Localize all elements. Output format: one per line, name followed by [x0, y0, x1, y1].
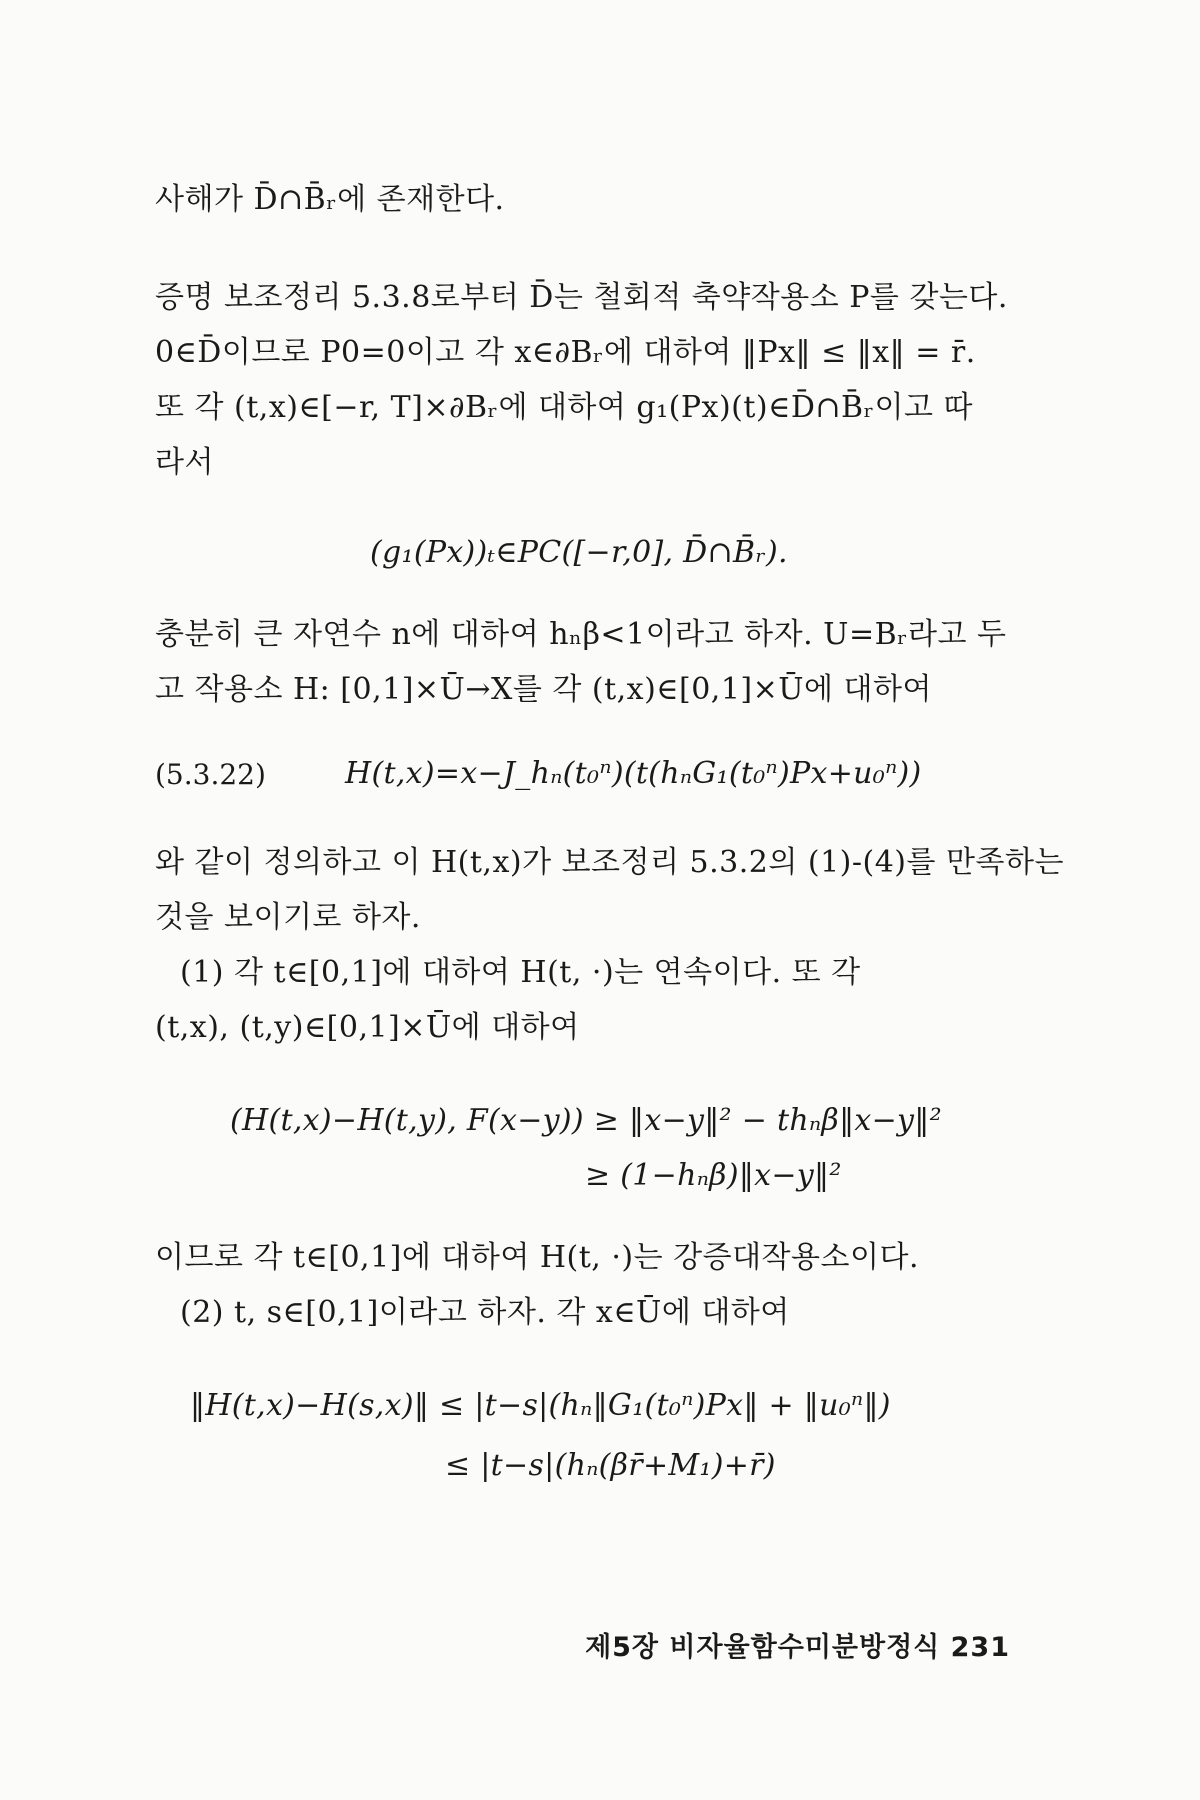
- equation: ≤ |t−s|(hₙ(βr̄+M₁)+r̄): [445, 1448, 776, 1483]
- text-line: 또 각 (t,x)∈[−r, T]×∂Bᵣ에 대하여 g₁(Px)(t)∈D̄∩B̄ᵣ이고 따: [155, 390, 973, 425]
- text-line: 이므로 각 t∈[0,1]에 대하여 H(t, ·)는 강증대작용소이다.: [155, 1240, 919, 1275]
- text-line: (t,x), (t,y)∈[0,1]×Ū에 대하여: [155, 1010, 580, 1045]
- text-line: 0∈D̄이므로 P0=0이고 각 x∈∂Bᵣ에 대하여 ‖Px‖ ≤ ‖x‖ = r̄.: [155, 335, 976, 370]
- equation: (g₁(Px))ₜ∈PC([−r,0], D̄∩B̄ᵣ).: [370, 535, 788, 570]
- text-line: 와 같이 정의하고 이 H(t,x)가 보조정리 5.3.2의 (1)-(4)를 만족하는: [155, 845, 1064, 880]
- text-line: 충분히 큰 자연수 n에 대하여 hₙβ<1이라고 하자. U=Bᵣ라고 두: [155, 617, 1007, 652]
- text-line: (1) 각 t∈[0,1]에 대하여 H(t, ·)는 연속이다. 또 각: [180, 955, 861, 990]
- text-line: 고 작용소 H: [0,1]×Ū→X를 각 (t,x)∈[0,1]×Ū에 대하여: [155, 672, 932, 707]
- equation: ≥ (1−hₙβ)‖x−y‖²: [585, 1158, 842, 1193]
- equation: ‖H(t,x)−H(s,x)‖ ≤ |t−s|(hₙ‖G₁(t₀ⁿ)Px‖ + ‖u₀ⁿ‖): [190, 1388, 891, 1423]
- text-line: 것을 보이기로 하자.: [155, 900, 421, 935]
- equation-number: (5.3.22): [155, 758, 266, 791]
- equation: H(t,x)=x−J_hₙ(t₀ⁿ)(t(hₙG₁(t₀ⁿ)Px+u₀ⁿ)): [345, 756, 922, 791]
- proof-line: 증명 보조정리 5.3.8로부터 D̄는 철회적 축약작용소 P를 갖는다.: [155, 280, 1008, 315]
- page-footer: 제5장 비자율함수미분방정식 231: [585, 1632, 1010, 1663]
- text-line: 라서: [155, 445, 214, 480]
- text-line: (2) t, s∈[0,1]이라고 하자. 각 x∈Ū에 대하여: [180, 1295, 790, 1330]
- text-line: 사해가 D̄∩B̄ᵣ에 존재한다.: [155, 182, 505, 217]
- equation: (H(t,x)−H(t,y), F(x−y)) ≥ ‖x−y‖² − thₙβ‖x−y‖²: [230, 1103, 942, 1138]
